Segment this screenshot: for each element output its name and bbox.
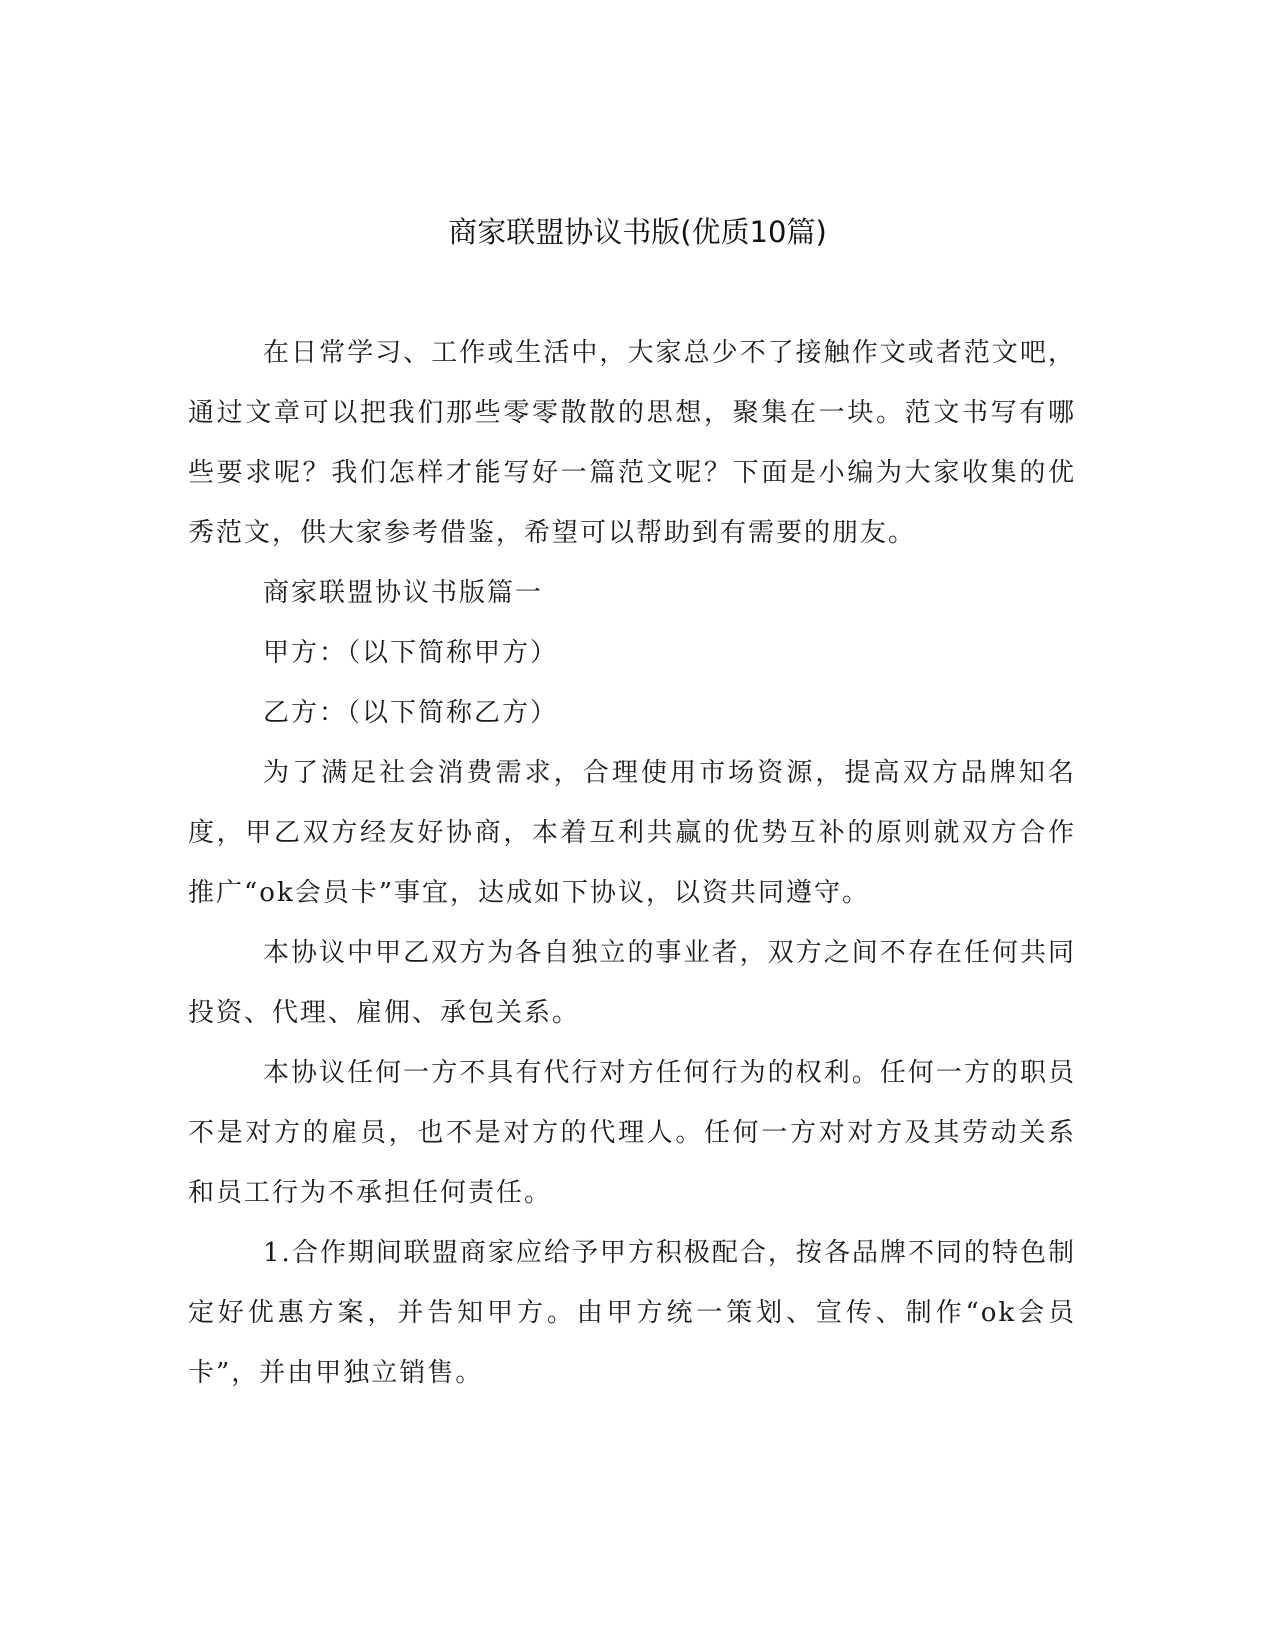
document-body: [188, 323, 1076, 1403]
clause-1-paragraph: 1.合作期间联盟商家应给予甲方积极配合，按各品牌不同的特色制定好优惠方案，并告知甲方。由甲方统一策划、宣传、制作“ok会员卡”，并由甲独立销售。: [188, 1238, 1076, 1388]
independence-paragraph: 本协议中甲乙双方为各自独立的事业者，双方之间不存在任何共同投资、代理、雇佣、承包关系。: [188, 938, 1076, 1028]
no-agency-paragraph: 本协议任何一方不具有代行对方任何行为的权利。任何一方的职员不是对方的雇员，也不是对方的代理人。任何一方对对方及其劳动关系和员工行为不承担任何责任。: [188, 1058, 1076, 1208]
document-title: 商家联盟协议书版(优质10篇): [448, 215, 827, 249]
section-heading: 商家联盟协议书版篇一: [263, 578, 544, 608]
intro-paragraph: 在日常学习、工作或生活中，大家总少不了接触作文或者范文吧，通过文章可以把我们那些零零散散的思想，聚集在一块。范文书写有哪些要求呢？我们怎样才能写好一篇范文呢？下面是小编为大家收集的优秀范文，供大家参考借鉴，希望可以帮助到有需要的朋友。: [188, 338, 1076, 548]
purpose-paragraph: 为了满足社会消费需求，合理使用市场资源，提高双方品牌知名度，甲乙双方经友好协商，本着互利共赢的优势互补的原则就双方合作推广“ok会员卡”事宜，达成如下协议，以资共同遵守。: [188, 758, 1076, 908]
party-a-line: 甲方：（以下简称甲方）: [263, 638, 559, 668]
party-b-line: 乙方：（以下简称乙方）: [263, 698, 559, 728]
